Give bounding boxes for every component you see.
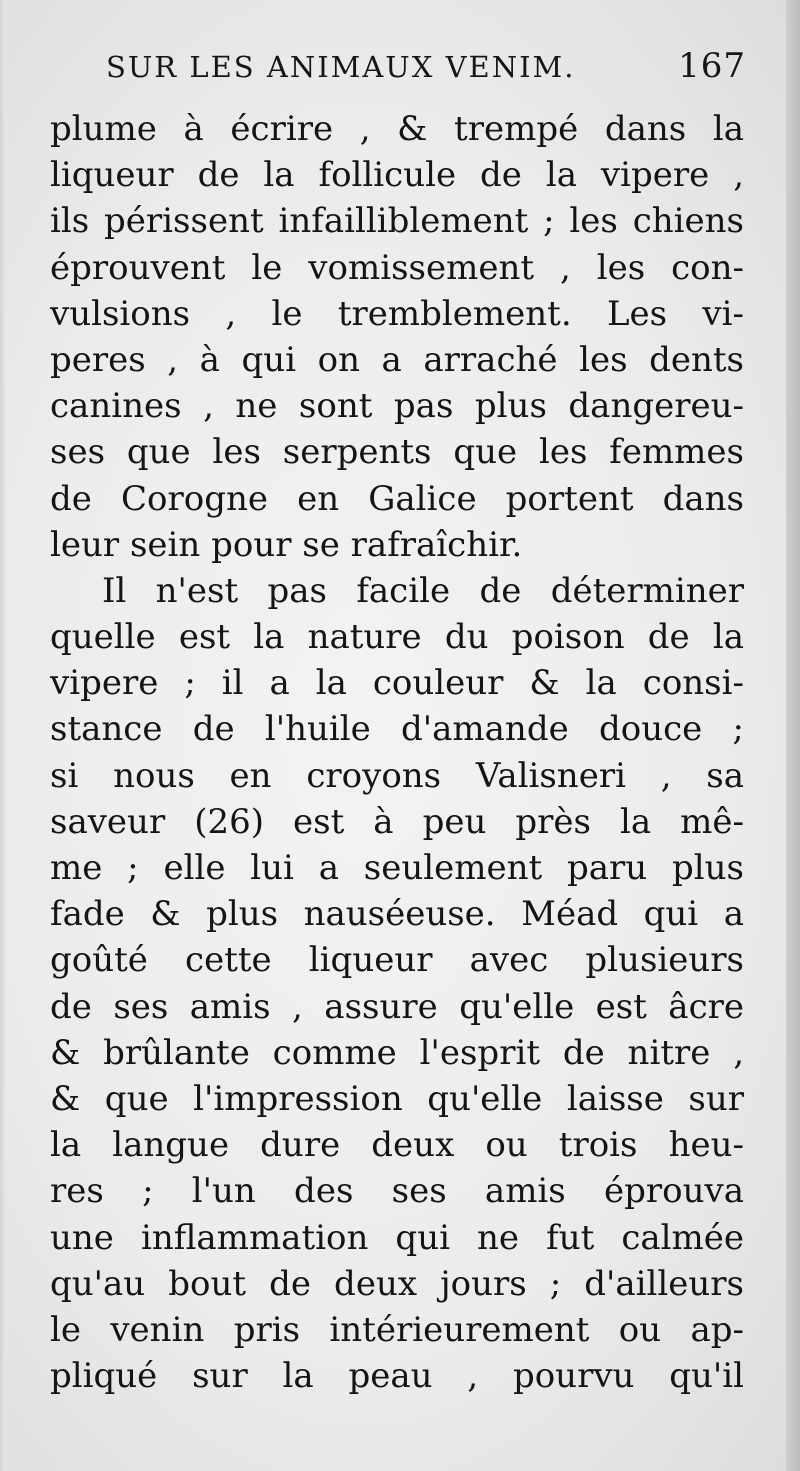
text-line: plume à écrire , & trempé dans la (50, 109, 744, 149)
page-right-edge (786, 0, 800, 1471)
text-line: pliqué sur la peau , pourvu qu'il (50, 1356, 744, 1397)
text-line: le venin pris intérieurement ou ap- (50, 1309, 744, 1350)
text-line: éprouvent le vomissement , les con- (50, 247, 744, 288)
text-line: vipere ; il a la couleur & la consi- (50, 663, 744, 704)
text-line: & que l'impression qu'elle laisse sur (50, 1078, 744, 1119)
text-line: qu'au bout de deux jours ; d'ailleurs (50, 1263, 744, 1304)
running-head (106, 46, 746, 106)
text-line: ils périssent infailliblement ; les chiens (50, 201, 744, 242)
running-head-title: SUR LES ANIMAUX VENIM. (106, 50, 576, 84)
text-line: canines , ne sont pas plus dangereu- (50, 386, 744, 427)
text-line: res ; l'un des ses amis éprouva (50, 1171, 744, 1212)
text-line: leur sein pour se rafraîchir. (50, 524, 523, 565)
text-line: me ; elle lui a seulement paru plus (50, 848, 744, 888)
text-line: de Corogne en Galice portent dans (50, 478, 744, 519)
text-line: si nous en croyons Valisneri , sa (50, 755, 744, 796)
page-left-edge (0, 0, 6, 1471)
text-line: peres , à qui on a arraché les dents (50, 339, 744, 380)
text-line: saveur (26) est à peu près la mê- (50, 801, 744, 842)
text-line: une inflammation qui ne fut calmée (50, 1217, 744, 1258)
text-line: Il n'est pas facile de déterminer (102, 570, 744, 611)
text-line: de ses amis , assure qu'elle est âcre (50, 986, 744, 1027)
text-line: stance de l'huile d'amande douce ; (50, 709, 744, 750)
body-text (50, 106, 744, 1399)
text-line: liqueur de la follicule de la vipere , (50, 155, 744, 196)
text-line: quelle est la nature du poison de la (50, 617, 744, 658)
text-line: ses que les serpents que les femmes (50, 432, 744, 473)
text-line: goûté cette liqueur avec plusieurs (50, 940, 744, 981)
text-line: & brûlante comme l'esprit de nitre , (50, 1032, 744, 1073)
page-number: 167 (678, 46, 746, 86)
text-line: fade & plus nauséeuse. Méad qui a (50, 894, 744, 935)
text-line: vulsions , le tremblement. Les vi- (50, 293, 744, 334)
paragraph-2 (50, 568, 744, 1399)
text-line: la langue dure deux ou trois heu- (50, 1125, 744, 1166)
paragraph-1 (50, 106, 744, 568)
